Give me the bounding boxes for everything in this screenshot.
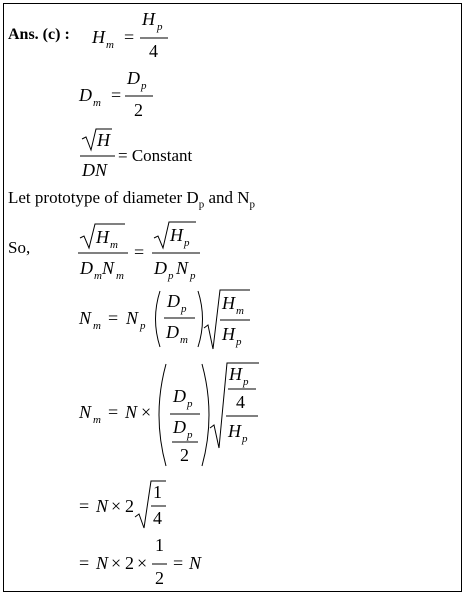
svg-text:D: D xyxy=(79,85,92,105)
svg-text:4: 4 xyxy=(153,508,162,528)
equation-hm xyxy=(91,9,168,61)
svg-text:D: D xyxy=(80,258,93,278)
svg-text:N: N xyxy=(79,402,92,422)
svg-text:4: 4 xyxy=(149,41,158,61)
svg-text:2: 2 xyxy=(155,568,164,588)
svg-text:=: = xyxy=(173,553,184,573)
svg-text:N: N xyxy=(126,308,139,328)
svg-text:m: m xyxy=(180,334,188,346)
svg-text:N: N xyxy=(102,258,115,278)
svg-text:H: H xyxy=(142,9,155,29)
svg-text:N: N xyxy=(79,308,92,328)
svg-text:N: N xyxy=(96,553,109,573)
svg-text:N: N xyxy=(176,258,189,278)
svg-text:m: m xyxy=(93,414,101,426)
svg-text:=: = xyxy=(124,27,135,47)
svg-text:H: H xyxy=(97,130,110,150)
svg-text:H: H xyxy=(222,324,235,344)
svg-text:2: 2 xyxy=(180,445,189,465)
svg-text:p: p xyxy=(242,433,248,445)
svg-text:H: H xyxy=(96,227,109,247)
svg-text:×: × xyxy=(141,402,152,422)
svg-text:D: D xyxy=(154,258,167,278)
svg-text:=: = xyxy=(108,308,119,328)
svg-text:=: = xyxy=(79,553,90,573)
svg-text:=: = xyxy=(79,496,90,516)
svg-text:×: × xyxy=(111,553,122,573)
equation-dm xyxy=(78,68,153,120)
svg-text:H: H xyxy=(228,421,241,441)
equation-similarity xyxy=(78,222,200,282)
equation-final xyxy=(79,535,202,588)
svg-text:m: m xyxy=(116,270,124,282)
svg-text:m: m xyxy=(236,305,244,317)
svg-text:×: × xyxy=(111,496,122,516)
constant-text: = Constant xyxy=(118,146,193,165)
svg-text:p: p xyxy=(184,237,190,249)
svg-text:H: H xyxy=(170,225,183,245)
svg-text:=: = xyxy=(134,242,145,262)
svg-text:D: D xyxy=(166,322,179,342)
equation-constant xyxy=(80,129,115,180)
svg-text:m: m xyxy=(94,270,102,282)
svg-text:m: m xyxy=(106,39,114,51)
prototype-statement: Let prototype of diameter $D_p$ and $N_p$ xyxy=(8,188,256,211)
svg-text:p: p xyxy=(157,21,163,33)
svg-text:D: D xyxy=(173,386,186,406)
so-label: So, xyxy=(8,238,31,257)
svg-text:2: 2 xyxy=(125,496,134,516)
svg-text:p: p xyxy=(140,320,146,332)
svg-text:DN: DN xyxy=(82,160,108,180)
svg-text:H: H xyxy=(222,293,235,313)
svg-text:1: 1 xyxy=(153,482,162,502)
answer-label: Ans. (c) : xyxy=(8,26,70,43)
svg-text:p: p xyxy=(168,270,174,282)
svg-text:=: = xyxy=(111,85,122,105)
svg-text:p: p xyxy=(187,398,193,410)
svg-text:p: p xyxy=(236,336,242,348)
svg-text:D: D xyxy=(167,291,180,311)
equation-nm-general xyxy=(78,290,250,349)
svg-text:=: = xyxy=(108,402,119,422)
equation-nm-substituted xyxy=(78,363,259,466)
svg-text:p: p xyxy=(243,376,249,388)
equation-step-sqrt xyxy=(79,481,166,528)
svg-text:p: p xyxy=(187,429,193,441)
svg-text:4: 4 xyxy=(236,392,245,412)
svg-text:1: 1 xyxy=(155,535,164,555)
svg-text:p: p xyxy=(181,303,187,315)
svg-text:p: p xyxy=(190,270,196,282)
svg-text:×: × xyxy=(137,553,148,573)
svg-text:D: D xyxy=(127,68,140,88)
svg-text:2: 2 xyxy=(134,100,143,120)
svg-text:2: 2 xyxy=(125,553,134,573)
svg-text:m: m xyxy=(110,239,118,251)
svg-text:N: N xyxy=(189,553,202,573)
svg-text:N: N xyxy=(125,402,138,422)
svg-text:D: D xyxy=(173,417,186,437)
svg-text:H: H xyxy=(229,364,242,384)
svg-text:p: p xyxy=(141,80,147,92)
svg-text:N: N xyxy=(96,496,109,516)
svg-text:m: m xyxy=(93,97,101,109)
svg-text:H: H xyxy=(92,27,105,47)
svg-text:m: m xyxy=(93,320,101,332)
